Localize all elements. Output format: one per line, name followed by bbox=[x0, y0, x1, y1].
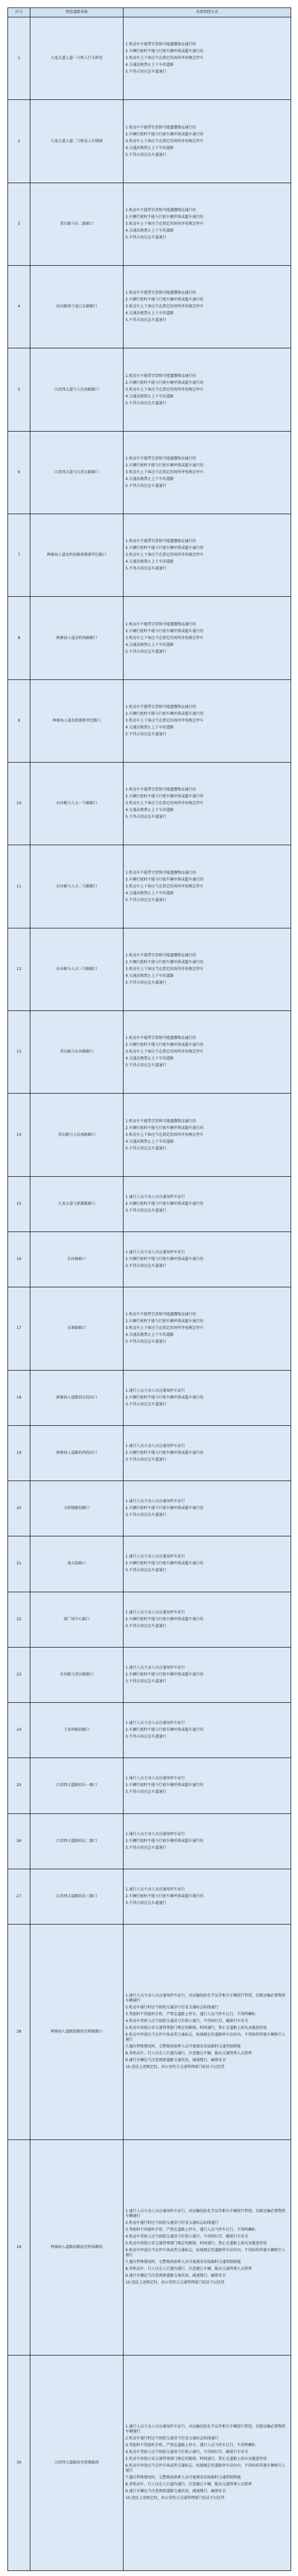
measure-item: 4.机动车驾驶人应当按照交通信号灯指示通行，不得闯红灯，确保行车安全 bbox=[125, 2234, 248, 2239]
measure-item: 1.机动车不能带百货和可能遗撒物品通行的 bbox=[125, 42, 196, 47]
measure-item: 2.车辆行驶时不能与行驶车辆并排或超车通行的 bbox=[125, 1783, 204, 1788]
control-measures bbox=[124, 431, 291, 514]
measure-item: 6.机动车停放应当在停车场或者交通标志、标线规定的道路停车泊位内，不得妨碍其他车辆和行人通行 bbox=[125, 2033, 286, 2043]
measure-item: 10.违反上述规定的，由公安机关交通管理部门依法予以处罚 bbox=[125, 2065, 225, 2070]
row-number: 5 bbox=[8, 348, 30, 431]
control-measures bbox=[124, 1592, 291, 1647]
control-measures bbox=[124, 1703, 291, 1758]
control-measures bbox=[124, 1481, 291, 1536]
measure-item: 4.交通法规禁止上下车的道路 bbox=[125, 973, 174, 978]
row-number: 28 bbox=[8, 1924, 30, 2139]
road-name: 江滨西大道路段至新都路段 bbox=[30, 2355, 124, 2570]
road-name: 两寨海人道及新都新世纪路口 bbox=[30, 679, 124, 762]
road-name: 江滨西大道路段东一路口 bbox=[30, 1758, 124, 1813]
measure-item: 1.通行人员主动人员应通知停车证行，对运输危险化学品等相关车辆进行管控，仅限运输必要物资车辆通行 bbox=[125, 2424, 286, 2434]
control-table bbox=[7, 7, 291, 2571]
measure-item: 1.机动车不能带百货和可能遗撒物品通行的 bbox=[125, 291, 196, 296]
measure-item: 10.违反上述规定的，由公安机关交通管理部门依法予以处罚 bbox=[125, 2496, 225, 2501]
road-name: 江滨西大道路段东三路口 bbox=[30, 1869, 124, 1924]
table-row bbox=[8, 100, 291, 183]
table-row bbox=[8, 1176, 291, 1231]
measure-item: 2.车辆行驶时不能与行驶车辆并排或超车通行的 bbox=[125, 1838, 204, 1843]
control-measures bbox=[124, 1370, 291, 1425]
measure-item: 3.机动车上下客应当在指定的场所并按规定停车 bbox=[125, 801, 204, 806]
road-name: 两寨海人道路段路段至桥路路口 bbox=[30, 1924, 124, 2139]
measure-item: 1.通行人员主动人员应通知停车证行，对运输危险化学品等相关车辆进行管控，仅限运输必要物资车辆通行 bbox=[125, 2209, 286, 2219]
road-name: 沿河路南与龙江东路路口 bbox=[30, 266, 124, 348]
table-row bbox=[8, 1011, 291, 1094]
row-number: 25 bbox=[8, 1758, 30, 1813]
header-no: 序号 bbox=[8, 8, 30, 17]
table-body bbox=[8, 17, 291, 2571]
measure-item: 2.车辆行驶时不能与行驶车辆并排或超车通行的 bbox=[125, 1043, 204, 1048]
measure-item: 1.通行人员主动人员应通知停车证行 bbox=[125, 1250, 185, 1255]
control-measures bbox=[124, 183, 291, 265]
measure-item: 3.不得占用应急车道通行 bbox=[125, 1457, 166, 1462]
measure-item: 5.不得占用应急车道通行 bbox=[125, 401, 166, 406]
measure-item: 3.机动车上下客应当在指定的场所并按规定停车 bbox=[125, 1050, 204, 1054]
measure-item: 3.不得占用应急车道通行 bbox=[125, 1679, 166, 1684]
measure-item: 5.不得占用应急车道通行 bbox=[125, 318, 166, 323]
measure-item: 9.通行车辆应当注意观察道路交通状况，减速慢行，确保安全 bbox=[125, 2058, 226, 2063]
measure-item: 3.驾驶时不得接听手机，严禁在道路上停车，遇行人应当停车让行，不得鸣喇叭 bbox=[125, 2012, 256, 2017]
measure-item: 5.不得占用应急车道通行 bbox=[125, 649, 166, 654]
measure-item: 3.机动车上下客应当在指定的场所并按规定停车 bbox=[125, 138, 204, 143]
measure-item: 2.车辆行驶时不能与行驶车辆并排或超车通行的 bbox=[125, 877, 204, 882]
measure-item: 2.车辆行驶时不能与行驶车辆并排或超车通行的 bbox=[125, 1319, 204, 1324]
table-row bbox=[8, 763, 291, 845]
measure-item: 9.通行车辆应当注意观察道路交通状况，减速慢行，确保安全 bbox=[125, 2489, 226, 2494]
control-measures bbox=[124, 1536, 291, 1592]
table-row bbox=[8, 1924, 291, 2139]
measure-item: 2.车辆行驶时不能与行驶车辆并排或超车通行的 bbox=[125, 1561, 204, 1566]
row-number: 17 bbox=[8, 1287, 30, 1370]
measure-item: 5.不得占用应急车道通行 bbox=[125, 235, 166, 240]
measure-item: 2.车辆行驶时不能与行驶车辆并排或超车通行的 bbox=[125, 214, 204, 219]
measure-item: 1.通行人员主动人员应通知停车证行 bbox=[125, 1721, 185, 1726]
measure-item: 4.交通法规禁止上下车的道路 bbox=[125, 1139, 174, 1144]
measure-item: 6.机动车停放应当在停车场或者交通标志、标线规定的道路停车泊位内，不得妨碍其他车辆和行人通行 bbox=[125, 2248, 286, 2258]
control-measures bbox=[124, 679, 291, 762]
road-name: 王家坝路段路口 bbox=[30, 1703, 124, 1758]
row-number: 11 bbox=[8, 845, 30, 928]
measure-item: 3.不得占用应急车道通行 bbox=[125, 1735, 166, 1739]
measure-item: 1.机动车不能带百货和可能遗撒物品通行的 bbox=[125, 704, 196, 709]
table-row bbox=[8, 1481, 291, 1536]
measure-item: 1.通行人员主动人员应通知停车证行，对运输危险化学品等相关车辆进行管控，仅限运输必要物资车辆通行 bbox=[125, 1993, 286, 2003]
row-number: 23 bbox=[8, 1647, 30, 1702]
road-name: 两寨海人道路段路段至机场路段 bbox=[30, 2139, 124, 2355]
measure-item: 2.车辆行驶时不能与行驶车辆并排或超车通行的 bbox=[125, 380, 204, 385]
document-page bbox=[7, 7, 291, 2571]
measure-item: 5.不得占用应急车道通行 bbox=[125, 152, 166, 157]
measure-item: 6.机动车停放应当在停车场或者交通标志、标线规定的道路停车泊位内，不得妨碍其他车辆和行人通行 bbox=[125, 2464, 286, 2474]
measure-item: 1.通行人员主动人员应通知停车证行 bbox=[125, 1194, 185, 1199]
row-number: 16 bbox=[8, 1232, 30, 1287]
measure-item: 3.驾驶时不得接听手机，严禁在道路上停车，遇行人应当停车让行，不得鸣喇叭 bbox=[125, 2228, 256, 2233]
control-measures bbox=[124, 2139, 291, 2355]
measure-item: 3.机动车上下客应当在指定的场所并按规定停车 bbox=[125, 553, 204, 558]
row-number: 13 bbox=[8, 1011, 30, 1094]
table-row bbox=[8, 183, 291, 265]
table-row bbox=[8, 1425, 291, 1481]
measure-item: 1.机动车不能带百货和可能遗撒物品通行的 bbox=[125, 953, 196, 958]
road-name: 江滨西大道与人民南路路口 bbox=[30, 348, 124, 431]
table-row bbox=[8, 1592, 291, 1647]
control-measures bbox=[124, 1176, 291, 1231]
measure-item: 8.非机动车、行人应在人行道内通行，注意避让车辆，服从交通管理人员指挥 bbox=[125, 2051, 252, 2056]
measure-item: 2.车辆行驶时不能与行驶车辆并排或超车通行的 bbox=[125, 628, 204, 633]
measure-item: 2.车辆行驶时不能与行驶车辆并排或超车通行的 bbox=[125, 1395, 204, 1400]
measure-item: 3.机动车上下客应当在指定的场所并按规定停车 bbox=[125, 56, 204, 61]
measure-item: 5.机动车按照公安交通管理部门规定的路线、时间通行，禁止在道路上掉头及随意停放 bbox=[125, 2457, 267, 2462]
table-row bbox=[8, 1703, 291, 1758]
control-measures bbox=[124, 1869, 291, 1924]
measure-item: 1.机动车不能带百货和可能遗撒物品通行的 bbox=[125, 373, 196, 378]
table-row bbox=[8, 1758, 291, 1813]
measure-item: 4.交通法规禁止上下车的道路 bbox=[125, 642, 174, 647]
measure-item: 1.通行人员主动人员应通知停车证行 bbox=[125, 1443, 185, 1448]
control-measures bbox=[124, 928, 291, 1010]
measure-item: 8.非机动车、行人应在人行道内通行，注意避让车辆，服从交通管理人员指挥 bbox=[125, 2267, 252, 2272]
road-name: 南大街路口 bbox=[30, 1536, 124, 1592]
control-measures bbox=[124, 1094, 291, 1176]
measure-item: 3.不得占用应急车道通行 bbox=[125, 1264, 166, 1269]
road-name: 两寨海人道路段东段出口 bbox=[30, 1370, 124, 1425]
row-number: 20 bbox=[8, 1481, 30, 1536]
measure-item: 5.不得占用应急车道通行 bbox=[125, 1146, 166, 1151]
table-row bbox=[8, 1813, 291, 1869]
row-number: 24 bbox=[8, 1703, 30, 1758]
road-name: 东环路路口 bbox=[30, 1232, 124, 1287]
measure-item: 10.违反上述规定的，由公安机关交通管理部门依法予以处罚 bbox=[125, 2280, 225, 2285]
road-name: 两寨海人道及机场路新都新世纪路口 bbox=[30, 514, 124, 597]
measure-item: 3.不得占用应急车道通行 bbox=[125, 1845, 166, 1850]
measure-item: 2.车辆行驶时不能与行驶车辆并排或超车通行的 bbox=[125, 1672, 204, 1677]
measure-item: 3.机动车上下客应当在指定的场所并按规定停车 bbox=[125, 884, 204, 889]
control-measures bbox=[124, 1011, 291, 1094]
measure-item: 3.机动车上下客应当在指定的场所并按规定停车 bbox=[125, 635, 204, 640]
row-number: 8 bbox=[8, 597, 30, 679]
measure-item: 1.机动车不能带百货和可能遗撒物品通行的 bbox=[125, 125, 196, 130]
header-measures: 具体管控方式 bbox=[124, 8, 291, 17]
measure-item: 1.机动车不能带百货和可能遗撒物品通行的 bbox=[125, 870, 196, 875]
measure-item: 1.机动车不能带百货和可能遗撒物品通行的 bbox=[125, 1312, 196, 1317]
table-row bbox=[8, 17, 291, 100]
measure-item: 1.通行人员主动人员应通知停车证行 bbox=[125, 1554, 185, 1559]
measure-item: 5.不得占用应急车道通行 bbox=[125, 815, 166, 820]
measure-item: 4.交通法规禁止上下车的道路 bbox=[125, 394, 174, 399]
measure-item: 3.驾驶时不得接听手机，严禁在道路上停车，遇行人应当停车让行，不得鸣喇叭 bbox=[125, 2443, 256, 2448]
row-number: 10 bbox=[8, 763, 30, 845]
measure-item: 4.交通法规禁止上下车的道路 bbox=[125, 145, 174, 150]
control-measures bbox=[124, 1647, 291, 1702]
measure-item: 2.车辆行驶时不能与行驶车辆并排或超车通行的 bbox=[125, 1257, 204, 1262]
measure-item: 4.交通法规禁止上下车的道路 bbox=[125, 311, 174, 316]
road-name: 两寨海人道路段西段出口 bbox=[30, 1425, 124, 1481]
control-measures bbox=[124, 845, 291, 928]
measure-item: 2.车辆行驶时不能与行驶车辆并排或超车通行的 bbox=[125, 1893, 204, 1898]
control-measures bbox=[124, 1425, 291, 1481]
road-name: 江滨西大道路段东二路口 bbox=[30, 1813, 124, 1869]
measure-item: 4.交通法规禁止上下车的道路 bbox=[125, 228, 174, 233]
control-measures bbox=[124, 1758, 291, 1813]
control-measures bbox=[124, 348, 291, 431]
road-name: 九龙大道人道一号桥人行天桥处 bbox=[30, 17, 124, 100]
row-number: 3 bbox=[8, 183, 30, 265]
control-measures bbox=[124, 763, 291, 845]
measure-item: 5.不得占用应急车道通行 bbox=[125, 566, 166, 571]
table-row bbox=[8, 845, 291, 928]
measure-item: 5.不得占用应急车道通行 bbox=[125, 732, 166, 737]
table-row bbox=[8, 2139, 291, 2355]
measure-item: 9.通行车辆应当注意观察道路交通状况，减速慢行，确保安全 bbox=[125, 2274, 226, 2279]
measure-item: 4.交通法规禁止上下车的道路 bbox=[125, 1056, 174, 1061]
control-measures bbox=[124, 514, 291, 597]
measure-item: 3.机动车上下客应当在指定的场所并按规定停车 bbox=[125, 1132, 204, 1137]
measure-item: 2.机动车通行时应当按照交通信号灯及交通标志标线通行 bbox=[125, 2221, 219, 2226]
row-number: 18 bbox=[8, 1370, 30, 1425]
measure-item: 4.机动车驾驶人应当按照交通信号灯指示通行，不得闯红灯，确保行车安全 bbox=[125, 2450, 248, 2455]
measure-item: 3.机动车上下客应当在指定的场所并按规定停车 bbox=[125, 1326, 204, 1331]
measure-item: 5.机动车按照公安交通管理部门规定的路线、时间通行，禁止在道路上掉头及随意停放 bbox=[125, 2026, 267, 2031]
road-name: 九龙大道与新都路路口 bbox=[30, 1176, 124, 1231]
row-number: 21 bbox=[8, 1536, 30, 1592]
row-number: 19 bbox=[8, 1425, 30, 1481]
row-number: 12 bbox=[8, 928, 30, 1010]
measure-item: 1.通行人员主动人员应通知停车证行 bbox=[125, 1388, 185, 1393]
measure-item: 2.车辆行驶时不能与行驶车辆并排或超车通行的 bbox=[125, 711, 204, 716]
row-number: 29 bbox=[8, 2139, 30, 2355]
measure-item: 2.车辆行驶时不能与行驶车辆并排或超车通行的 bbox=[125, 463, 204, 468]
measure-item: 5.不得占用应急车道通行 bbox=[125, 980, 166, 985]
control-measures bbox=[124, 2355, 291, 2570]
measure-item: 1.机动车不能带百货和可能遗撒物品通行的 bbox=[125, 622, 196, 627]
measure-item: 7.遇有特殊情况时，交警现场指挥人员可视情况采取临时交通管制措施 bbox=[125, 2044, 241, 2049]
table-row bbox=[8, 348, 291, 431]
control-measures bbox=[124, 1287, 291, 1370]
measure-item: 8.非机动车、行人应在人行道内通行，注意避让车辆，服从交通管理人员指挥 bbox=[125, 2482, 252, 2487]
road-name: 两寨海人道及机场路路口 bbox=[30, 597, 124, 679]
table-row bbox=[8, 1536, 291, 1592]
row-number: 22 bbox=[8, 1592, 30, 1647]
measure-item: 7.遇有特殊情况时，交警现场指挥人员可视情况采取临时交通管制措施 bbox=[125, 2260, 241, 2265]
measure-item: 1.机动车不能带百货和可能遗撒物品通行的 bbox=[125, 207, 196, 212]
control-measures bbox=[124, 1813, 291, 1869]
row-number: 1 bbox=[8, 17, 30, 100]
road-name: 重庆路与东环路路口 bbox=[30, 1011, 124, 1094]
road-name: 东环路与人大二号路路口 bbox=[30, 845, 124, 928]
measure-item: 2.车辆行驶时不能与行驶车辆并排或超车通行的 bbox=[125, 1450, 204, 1455]
measure-item: 3.机动车上下客应当在指定的场所并按规定停车 bbox=[125, 469, 204, 474]
table-row bbox=[8, 266, 291, 348]
table-row bbox=[8, 1232, 291, 1287]
road-name: 东环路与人大三号路路口 bbox=[30, 928, 124, 1010]
row-number: 14 bbox=[8, 1094, 30, 1176]
measure-item: 3.不得占用应急车道通行 bbox=[125, 1513, 166, 1518]
measure-item: 1.通行人员主动人员应通知停车证行 bbox=[125, 1665, 185, 1670]
measure-item: 1.机动车不能带百货和可能遗撒物品通行的 bbox=[125, 1036, 196, 1041]
table-header-row bbox=[8, 8, 291, 17]
measure-item: 4.交通法规禁止上下车的道路 bbox=[125, 560, 174, 565]
measure-item: 5.不得占用应急车道通行 bbox=[125, 483, 166, 488]
measure-item: 2.车辆行驶时不能与行驶车辆并排或超车通行的 bbox=[125, 546, 204, 551]
measure-item: 2.车辆行驶时不能与行驶车辆并排或超车通行的 bbox=[125, 49, 204, 54]
measure-item: 1.通行人员主动人员应通知停车证行 bbox=[125, 1610, 185, 1615]
table-row bbox=[8, 1647, 291, 1702]
measure-item: 3.不得占用应急车道通行 bbox=[125, 1900, 166, 1905]
measure-item: 3.不得占用应急车道通行 bbox=[125, 1402, 166, 1407]
measure-item: 3.不得占用应急车道通行 bbox=[125, 1208, 166, 1213]
table-row bbox=[8, 1094, 291, 1176]
measure-item: 3.不得占用应急车道通行 bbox=[125, 1623, 166, 1628]
measure-item: 3.机动车上下客应当在指定的场所并按规定停车 bbox=[125, 387, 204, 392]
table-row bbox=[8, 2355, 291, 2570]
row-number: 2 bbox=[8, 100, 30, 183]
measure-item: 2.车辆行驶时不能与行驶车辆并排或超车通行的 bbox=[125, 959, 204, 964]
measure-item: 3.机动车上下客应当在指定的场所并按规定停车 bbox=[125, 718, 204, 723]
measure-item: 4.机动车驾驶人应当按照交通信号灯指示通行，不得闯红灯，确保行车安全 bbox=[125, 2019, 248, 2024]
table-row bbox=[8, 597, 291, 679]
measure-item: 4.交通法规禁止上下车的道路 bbox=[125, 891, 174, 896]
measure-item: 4.交通法规禁止上下车的道路 bbox=[125, 725, 174, 730]
control-measures bbox=[124, 17, 291, 100]
table-row bbox=[8, 1370, 291, 1425]
road-name: 九龙大道人道二号桥处人行楼梯 bbox=[30, 100, 124, 183]
control-measures bbox=[124, 100, 291, 183]
measure-item: 5.不得占用应急车道通行 bbox=[125, 70, 166, 75]
road-name: 江滨西大道与江滨北路路口 bbox=[30, 431, 124, 514]
measure-item: 5.不得占用应急车道通行 bbox=[125, 1340, 166, 1345]
control-measures bbox=[124, 266, 291, 348]
measure-item: 2.车辆行驶时不能与行驶车辆并排或超车通行的 bbox=[125, 1728, 204, 1733]
measure-item: 2.机动车通行时应当按照交通信号灯及交通标志标线通行 bbox=[125, 2005, 219, 2010]
measure-item: 5.不得占用应急车道通行 bbox=[125, 897, 166, 902]
measure-item: 1.通行人员主动人员应通知停车证行 bbox=[125, 1499, 185, 1504]
measure-item: 2.车辆行驶时不能与行驶车辆并排或超车通行的 bbox=[125, 1506, 204, 1511]
table-row bbox=[8, 1869, 291, 1924]
table-row bbox=[8, 514, 291, 597]
measure-item: 3.机动车上下客应当在指定的场所并按规定停车 bbox=[125, 304, 204, 309]
measure-item: 2.机动车通行时应当按照交通信号灯及交通标志标线通行 bbox=[125, 2436, 219, 2441]
road-name: 东环路与重庆路路口 bbox=[30, 1647, 124, 1702]
road-name: 重庆路与人民南路路口 bbox=[30, 1094, 124, 1176]
row-number: 9 bbox=[8, 679, 30, 762]
road-name: 东寨路路口 bbox=[30, 1287, 124, 1370]
measure-item: 1.机动车不能带百货和可能遗撒物品通行的 bbox=[125, 539, 196, 544]
measure-item: 2.车辆行驶时不能与行驶车辆并排或超车通行的 bbox=[125, 132, 204, 137]
table-row bbox=[8, 431, 291, 514]
measure-item: 2.车辆行驶时不能与行驶车辆并排或超车通行的 bbox=[125, 1617, 204, 1621]
measure-item: 4.交通法规禁止上下车的道路 bbox=[125, 1333, 174, 1338]
row-number: 27 bbox=[8, 1869, 30, 1924]
measure-item: 2.车辆行驶时不能与行驶车辆并排或超车通行的 bbox=[125, 794, 204, 799]
measure-item: 1.机动车不能带百货和可能遗撒物品通行的 bbox=[125, 1118, 196, 1123]
road-name: 重庆路与东二路路口 bbox=[30, 183, 124, 265]
row-number: 30 bbox=[8, 2355, 30, 2570]
road-name: 东环路与人大一号路路口 bbox=[30, 763, 124, 845]
measure-item: 1.机动车不能带百货和可能遗撒物品通行的 bbox=[125, 456, 196, 461]
measure-item: 1.通行人员主动人员应通知停车证行 bbox=[125, 1887, 185, 1892]
row-number: 6 bbox=[8, 431, 30, 514]
measure-item: 1.机动车不能带百货和可能遗撒物品通行的 bbox=[125, 787, 196, 792]
measure-item: 1.通行人员主动人员应通知停车证行 bbox=[125, 1831, 185, 1836]
table-row bbox=[8, 1287, 291, 1370]
road-name: 大桥楼路段路口 bbox=[30, 1481, 124, 1536]
measure-item: 2.车辆行驶时不能与行驶车辆并排或超车通行的 bbox=[125, 1201, 204, 1206]
row-number: 7 bbox=[8, 514, 30, 597]
measure-item: 4.交通法规禁止上下车的道路 bbox=[125, 476, 174, 481]
header-road: 管控道路名称 bbox=[30, 8, 124, 17]
table-row bbox=[8, 928, 291, 1010]
control-measures bbox=[124, 597, 291, 679]
measure-item: 5.机动车按照公安交通管理部门规定的路线、时间通行，禁止在道路上掉头及随意停放 bbox=[125, 2241, 267, 2246]
measure-item: 3.机动车上下客应当在指定的场所并按规定停车 bbox=[125, 221, 204, 226]
row-number: 26 bbox=[8, 1813, 30, 1869]
control-measures bbox=[124, 1232, 291, 1287]
measure-item: 3.不得占用应急车道通行 bbox=[125, 1568, 166, 1573]
measure-item: 3.机动车上下客应当在指定的场所并按规定停车 bbox=[125, 966, 204, 971]
control-measures bbox=[124, 1924, 291, 2139]
measure-item: 3.不得占用应急车道通行 bbox=[125, 1790, 166, 1795]
measure-item: 2.车辆行驶时不能与行驶车辆并排或超车通行的 bbox=[125, 1125, 204, 1130]
measure-item: 4.交通法规禁止上下车的道路 bbox=[125, 808, 174, 813]
measure-item: 7.遇有特殊情况时，交警现场指挥人员可视情况采取临时交通管制措施 bbox=[125, 2475, 241, 2480]
measure-item: 1.通行人员主动人员应通知停车证行 bbox=[125, 1776, 185, 1781]
measure-item: 2.车辆行驶时不能与行驶车辆并排或超车通行的 bbox=[125, 297, 204, 302]
row-number: 15 bbox=[8, 1176, 30, 1231]
road-name: 体广场中心路口 bbox=[30, 1592, 124, 1647]
row-number: 4 bbox=[8, 266, 30, 348]
table-row bbox=[8, 679, 291, 762]
measure-item: 5.不得占用应急车道通行 bbox=[125, 1063, 166, 1068]
measure-item: 4.交通法规禁止上下车的道路 bbox=[125, 63, 174, 68]
